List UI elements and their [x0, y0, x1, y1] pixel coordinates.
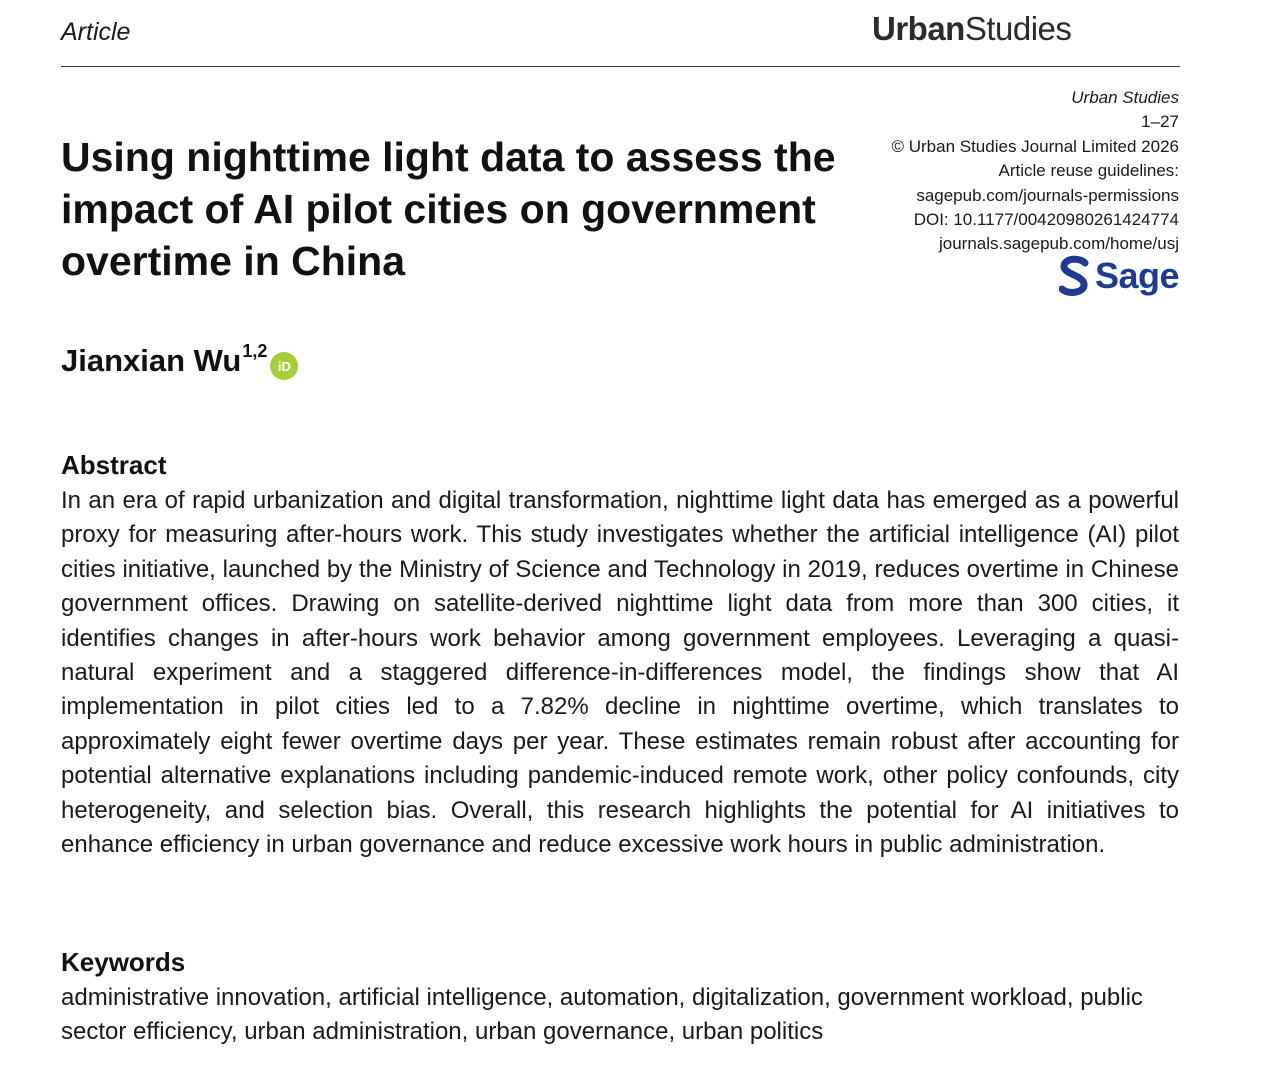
meta-doi-link[interactable]: DOI: 10.1177/00420980261424774 — [913, 210, 1179, 230]
meta-reuse-link[interactable]: sagepub.com/journals-permissions — [916, 185, 1179, 205]
article-title: Using nighttime light data to assess the impact of AI pilot cities on government overtime in China — [61, 134, 836, 284]
meta-journal-link[interactable]: journals.sagepub.com/home/usj — [938, 234, 1179, 254]
meta-pages: 1–27 — [1141, 112, 1179, 132]
meta-copyright: © Urban Studies Journal Limited 2026 — [891, 136, 1179, 156]
journal-brand-light: Studies — [964, 10, 1072, 47]
orcid-icon[interactable]: iD — [270, 352, 298, 380]
meta-reuse-label: Article reuse guidelines: — [998, 161, 1179, 181]
sage-s-icon — [1059, 255, 1089, 297]
journal-brand-logo — [872, 10, 1071, 48]
author-affiliations: 1,2 — [242, 341, 268, 361]
publisher-logo — [1059, 254, 1179, 298]
keywords-heading: Keywords — [61, 947, 186, 977]
header-divider — [61, 66, 1180, 67]
abstract-text: In an era of rapid urbanization and digital transformation, nighttime light data has emerged as a powerful proxy for measuring after-hours work. This study investigates whether the artificial intelligence (AI) pilot cities initiative, launched by the Ministry of Science and Technology in 2019, reduces overtime in Chinese government offices. Drawing on satellite-derived nighttime light data from more than 300 cities, it identifies changes in after-hours work behavior among government employees. Leveraging a quasi-natural experiment and a staggered difference-in-differences model, the findings show that AI implementation in pilot cities led to a 7.82% decline in nighttime overtime, which translates to approximately eight fewer overtime days per year. These estimates remain robust after accounting for potential alternative explanations including pandemic-induced remote work, other policy confounds, city heterogeneity, and selection bias. Overall, this research highlights the potential for AI initiatives to enhance efficiency in urban governance and reduce excessive work hours in public administration. — [61, 487, 1179, 859]
article-type-label: Article — [61, 18, 131, 46]
author-name[interactable]: Jianxian Wu — [61, 343, 242, 378]
meta-journal-name: Urban Studies — [1071, 88, 1179, 107]
article-metadata — [839, 86, 1179, 257]
author-line — [61, 343, 298, 380]
sage-wordmark: Sage — [1094, 255, 1179, 296]
keywords-text: administrative innovation, artificial intelligence, automation, digitalization, government workload, public sector efficiency, urban administration, urban governance, urban politics — [61, 984, 1143, 1046]
journal-brand-bold: Urban — [872, 10, 965, 47]
abstract-heading: Abstract — [61, 450, 167, 480]
